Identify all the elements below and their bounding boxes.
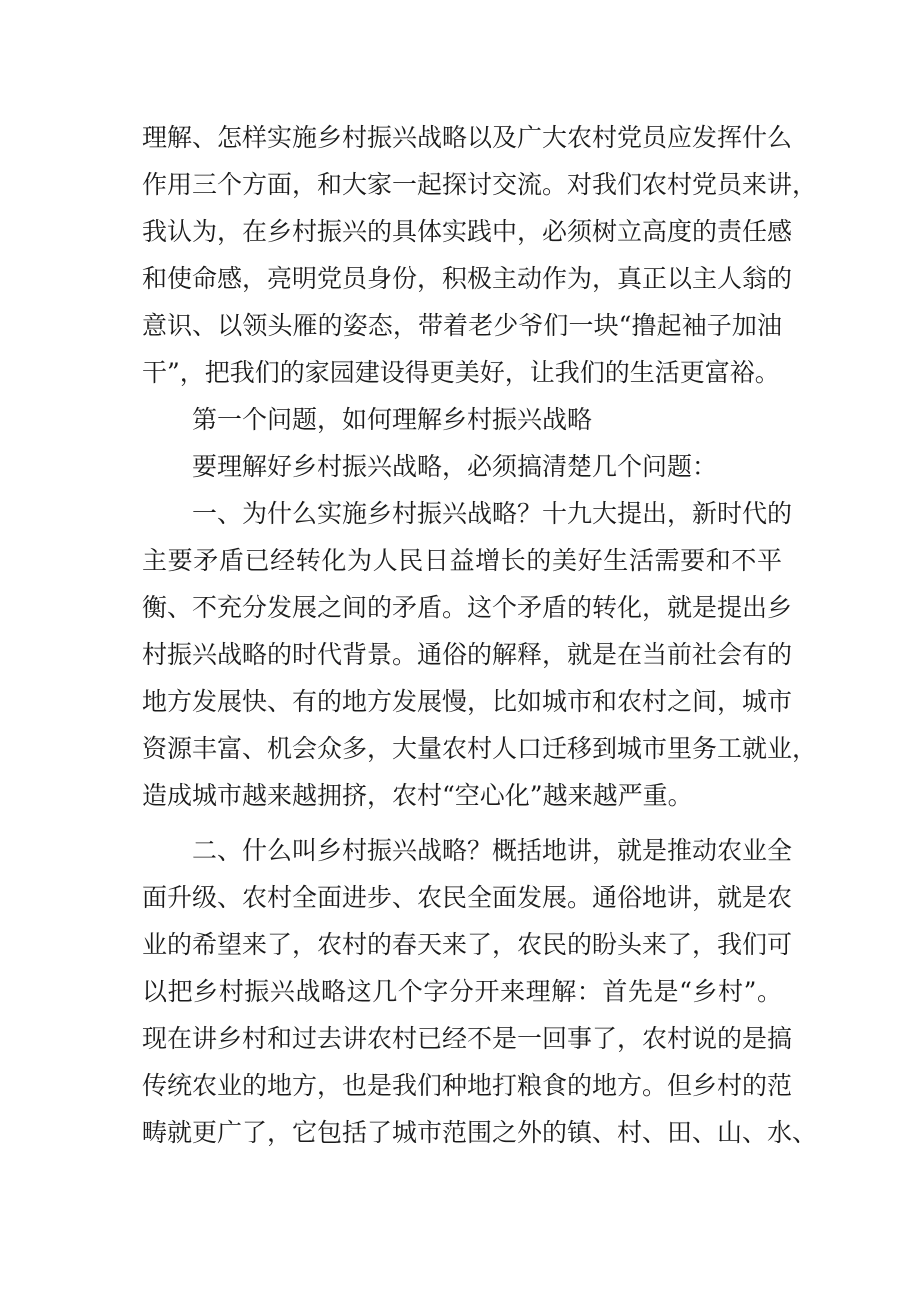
text-line: 意识、以领头雁的姿态，带着老少爷们一块“撸起袖子加油 — [142, 311, 782, 340]
text-line: 资源丰富、机会众多，大量农村人口迁移到城市里务工就业， — [142, 734, 818, 763]
text-line: 作用三个方面，和大家一起探讨交流。对我们农村党员来讲， — [142, 170, 818, 199]
text-line: 衡、不充分发展之间的矛盾。这个矛盾的转化，就是提出乡 — [142, 593, 793, 622]
text-line: 畴就更广了，它包括了城市范围之外的镇、村、田、山、水、 — [142, 1118, 818, 1147]
text-line: 以把乡村振兴战略这几个字分开来理解：首先是“乡村”。 — [142, 977, 782, 1006]
text-line: 理解、怎样实施乡村振兴战略以及广大农村党员应发挥什么 — [142, 123, 793, 152]
body-text — [142, 114, 818, 1156]
text-line: 地方发展快、有的地方发展慢，比如城市和农村之间，城市 — [142, 687, 793, 716]
text-line: 主要矛盾已经转化为人民日益增长的美好生活需要和不平 — [142, 546, 782, 575]
text-line: 我认为，在乡村振兴的具体实践中，必须树立高度的责任感 — [142, 217, 793, 246]
text-line: 和使命感，亮明党员身份，积极主动作为，真正以主人翁的 — [142, 264, 793, 293]
text-line: 现在讲乡村和过去讲农村已经不是一回事了，农村说的是搞 — [142, 1024, 793, 1053]
text-line: 一、为什么实施乡村振兴战略？十九大提出，新时代的 — [192, 499, 793, 528]
text-line: 要理解好乡村振兴战略，必须搞清楚几个问题： — [192, 452, 718, 481]
section-heading: 第一个问题，如何理解乡村振兴战略 — [192, 405, 593, 434]
text-line: 造成城市越来越拥挤，农村“空心化”越来越严重。 — [142, 781, 693, 810]
text-line: 业的希望来了，农村的春天来了，农民的盼头来了，我们可 — [142, 930, 793, 959]
text-line: 面升级、农村全面进步、农民全面发展。通俗地讲，就是农 — [142, 883, 793, 912]
text-line: 干”，把我们的家园建设得更美好，让我们的生活更富裕。 — [142, 358, 780, 387]
text-line: 传统农业的地方，也是我们种地打粮食的地方。但乡村的范 — [142, 1071, 793, 1100]
paragraph-gap — [142, 819, 782, 827]
text-line: 二、什么叫乡村振兴战略？概括地讲，就是推动农业全 — [192, 836, 793, 865]
text-line: 村振兴战略的时代背景。通俗的解释，就是在当前社会有的 — [142, 640, 793, 669]
